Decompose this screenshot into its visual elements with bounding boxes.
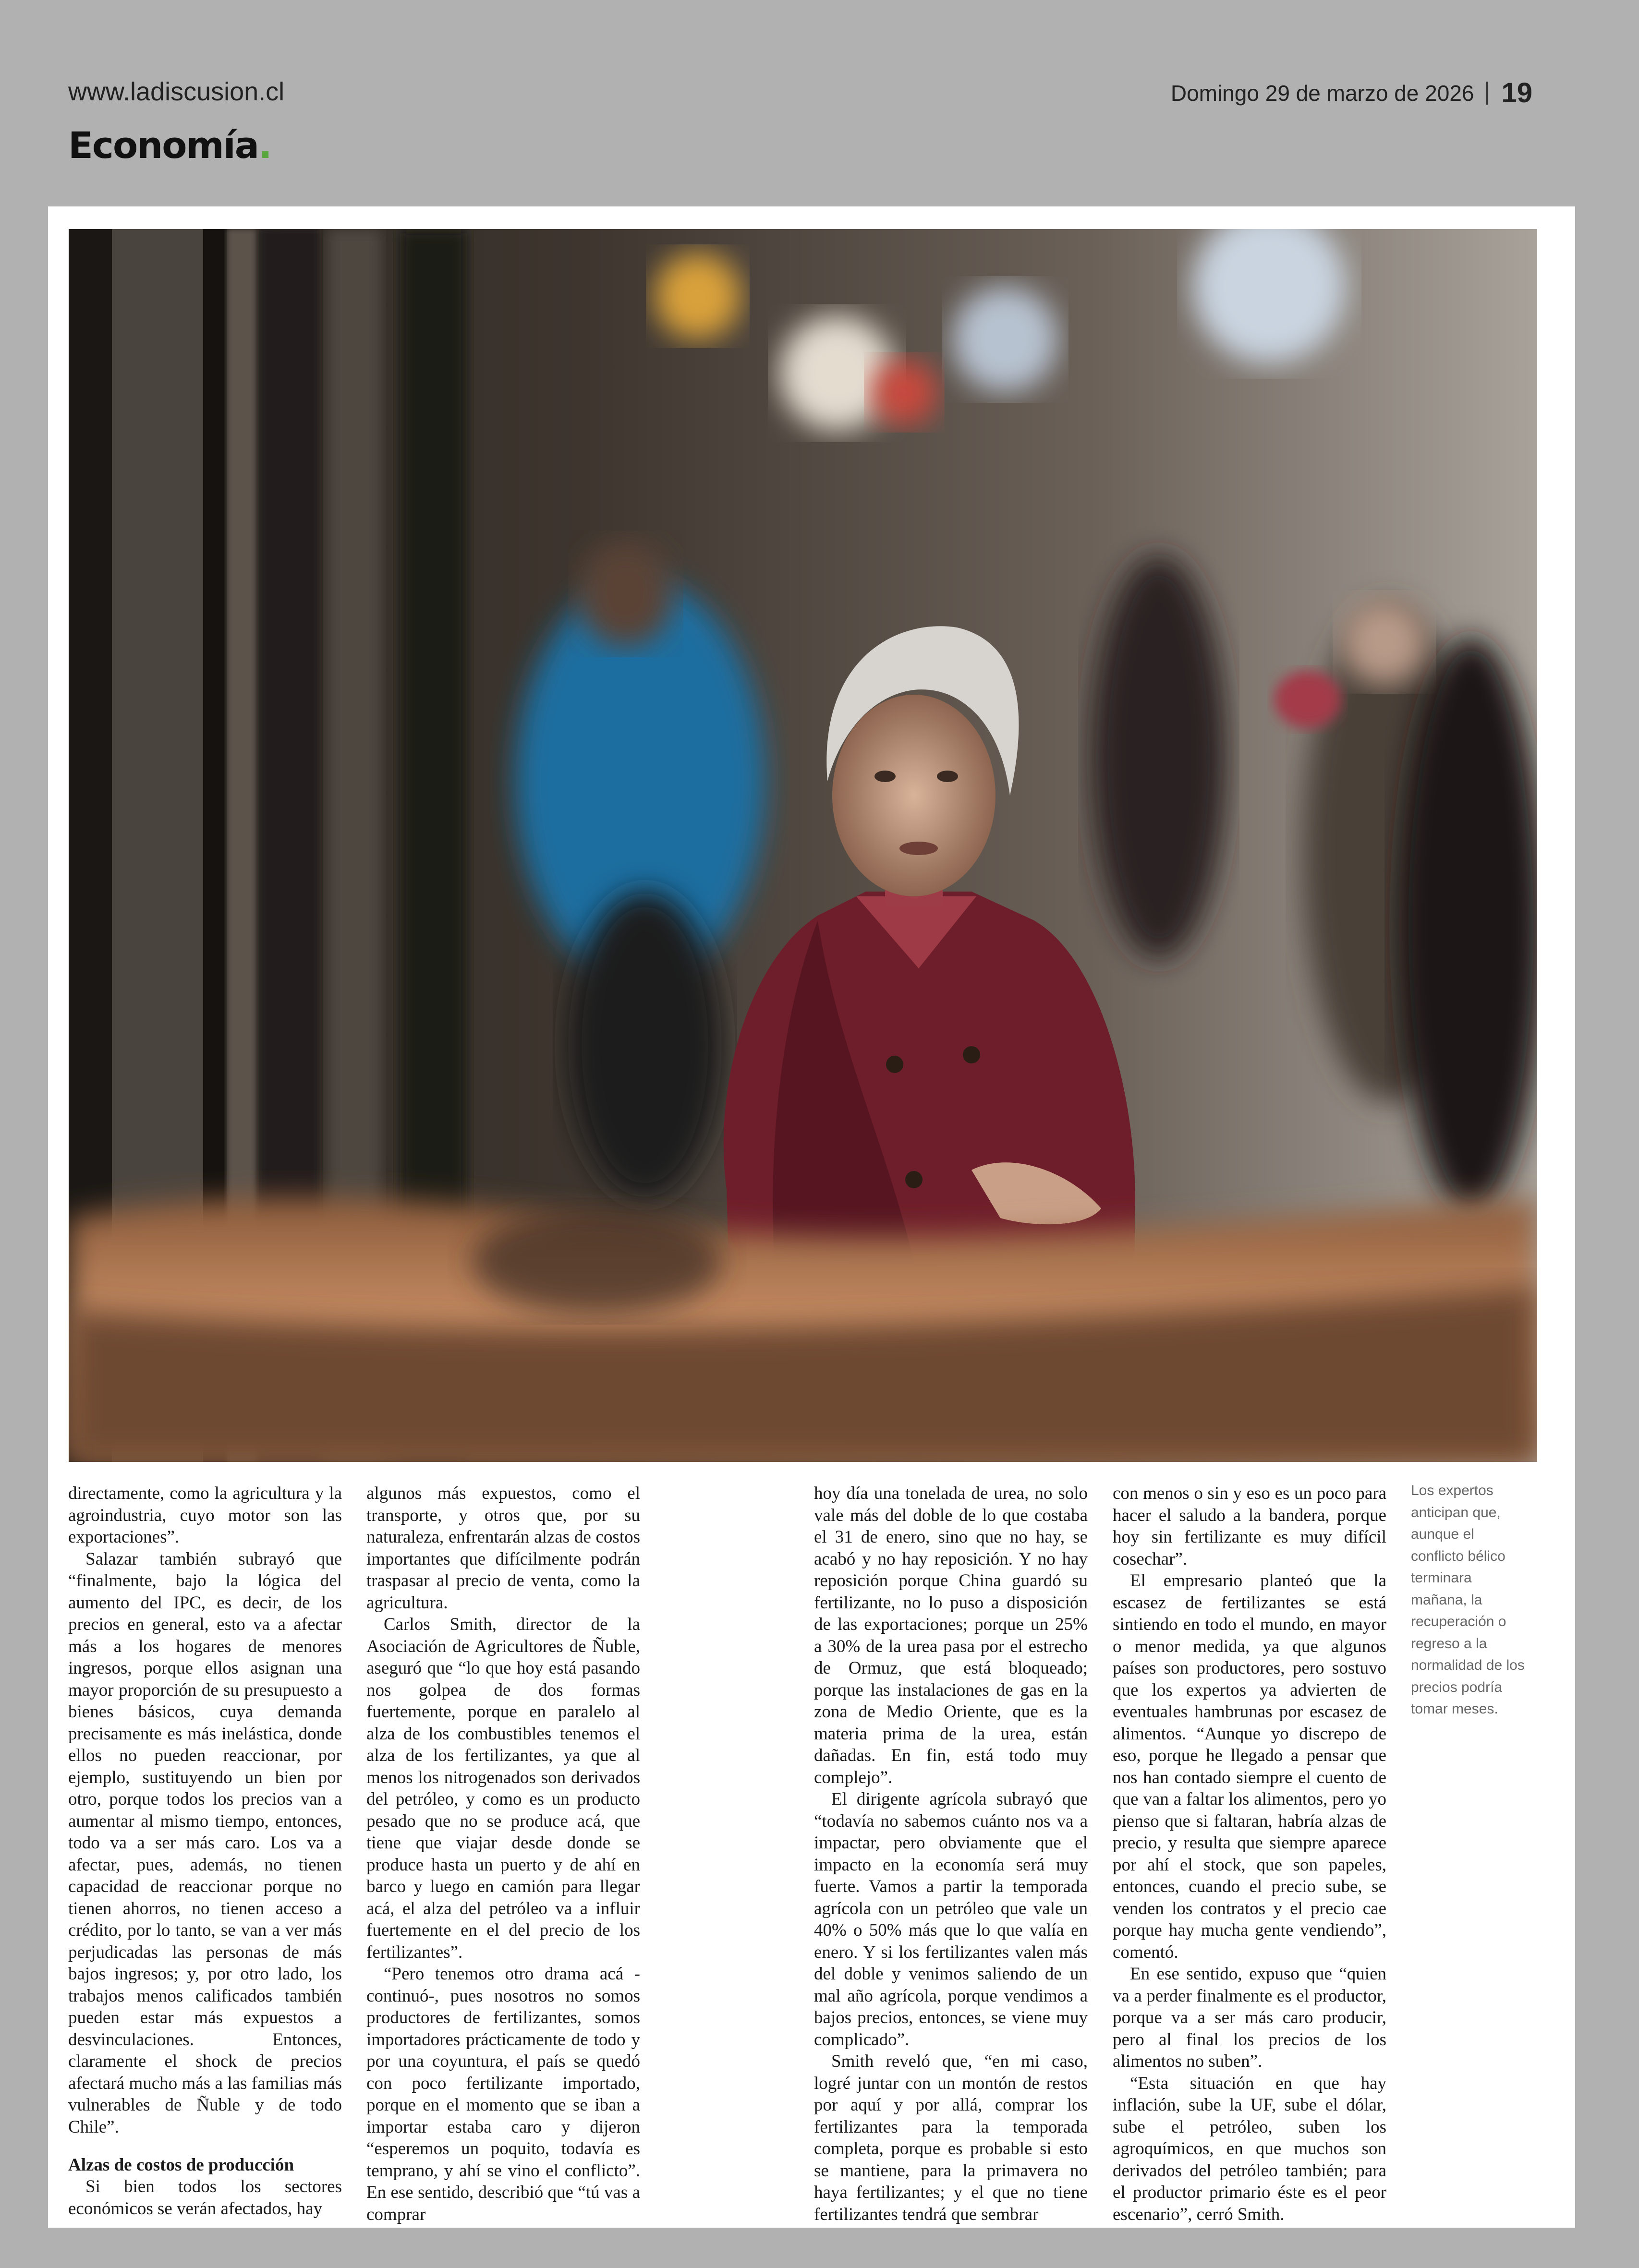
publication-date: Domingo 29 de marzo de 2026 xyxy=(1170,80,1474,106)
paragraph: directamente, como la agricultura y la agroindustria, cuyo motor son las exportaciones”. xyxy=(68,1484,342,1547)
section-dot: . xyxy=(258,124,271,167)
divider xyxy=(1486,82,1488,105)
paragraph: “Pero tenemos otro drama acá -continuó-, pues nosotros no somos productores de fertilizantes, somos importadores prácticamente de todo y por una coyuntura, el país se quedó con poco fertilizante importado, porque en el momento que se iban a importar estaba caro y dijeron “esperemos un poquito, todavía es temprano, y ahí se vino el conflicto”. En ese sentido, describió que “tú vas a comprar xyxy=(366,1964,640,2224)
date-pagination xyxy=(1171,77,1532,109)
paragraph: Carlos Smith, director de la Asociación de Agricultores de Ñuble, aseguró que “lo que hoy está pasando nos golpea de dos formas fuertemente, porque en paralelo al alza de los combustibles tenemos el alza de los fertilizantes, ya que al menos los nitrogenados son derivados del petróleo, y como es un producto pesado que no se produce acá, que tiene que viajar desde donde se produce hasta un puerto y de ahí en barco y luego en camión para llegar acá, el alza del petróleo va a influir fuertemente en el del precio de los fertilizantes”. xyxy=(366,1615,640,1962)
paragraph: algunos más expuestos, como el transporte, y otros que, por su naturaleza, enfrentarán alzas de costos importantes que difícilmente podrán traspasar al precio de venta, como la agricultura. xyxy=(366,1484,640,1613)
article-column-4 xyxy=(1113,1483,1386,2225)
photo-illustration xyxy=(69,229,1537,1462)
section-label: Economía xyxy=(68,124,259,167)
page-number: 19 xyxy=(1501,77,1532,109)
site-url[interactable]: www.ladiscusion.cl xyxy=(68,77,285,106)
paragraph: hoy día una tonelada de urea, no solo vale más del doble de lo que costaba el 31 de enero, sino que no hay, se acabó y no hay reposición. Y no hay reposición porque China guardó su fertilizante, no lo puso a disposición de las exportaciones; porque un 25% a 30% de la urea pasa por el estrecho de Ormuz, que está bloqueado; porque las instalaciones de gas en la zona de Medio Oriente, que es la materia prima de la urea, están dañadas. En fin, está todo muy complejo”. xyxy=(814,1484,1088,1787)
article-card xyxy=(48,206,1575,2228)
subheading: Alzas de costos de producción xyxy=(68,2155,294,2175)
paragraph: Smith reveló que, “en mi caso, logré juntar con un montón de restos por aquí y por allá, comprar los fertilizantes para la temporada completa, porque es probable si esto se mantiene, para la primavera no haya fertilizantes; y el que no tiene fertilizantes tendrá que sembrar xyxy=(814,2051,1088,2224)
article-column-2 xyxy=(366,1483,640,2225)
photo-caption: Los expertos anticipan que, aunque el conflicto bélico terminara mañana, la recuperación o regreso a la normalidad de los precios podría tomar meses. xyxy=(1411,1483,1525,1717)
paragraph: “Esta situación en que hay inflación, sube la UF, sube el dólar, sube el petróleo, suben los agroquímicos, en que muchos son derivados del petróleo también; para el productor primario éste es el peor escenario”, cerró Smith. xyxy=(1113,2073,1386,2224)
article-photo xyxy=(69,229,1537,1462)
paragraph: En ese sentido, expuso que “quien va a perder finalmente es el productor, porque va a ser más caro producir, pero al final los precios de los alimentos no suben”. xyxy=(1113,1964,1386,2071)
article-column-1 xyxy=(68,1483,342,2220)
paragraph: El dirigente agrícola subrayó que “todavía no sabemos cuánto nos va a impactar, pero obviamente que el impacto en la economía será muy fuerte. Vamos a partir la temporada agrícola con un petróleo que vale un 40% o 50% más que lo que valía en enero. Y si los fertilizantes valen más del doble y venimos saliendo de un mal año agrícola, porque vendimos a bajos precios, entonces, se viene muy complicado”. xyxy=(814,1789,1088,2050)
paragraph: con menos o sin y eso es un poco para hacer el saludo a la bandera, porque hoy sin fertilizante es muy difícil cosechar”. xyxy=(1113,1484,1386,1569)
paragraph: Si bien todos los sectores económicos se verán afectados, hay xyxy=(68,2177,342,2219)
section-title xyxy=(68,124,271,167)
paragraph: Salazar también subrayó que “finalmente, bajo la lógica del aumento del IPC, es decir, de los precios en general, esto va a afectar más a los hogares de menores ingresos, porque ellos asignan una mayor proporción de su presupuesto a bienes básicos, cuya demanda precisamente es más inelástica, donde ellos no pueden reaccionar, por ejemplo, sustituyendo un bien por otro, porque todos los precios van a aumentar al mismo tiempo, entonces, todo va a ser más caro. Los va a afectar, pues, además, no tienen capacidad de reaccionar porque no tienen ahorros, no tienen acceso a crédito, por lo tanto, se van a ver más perjudicadas las personas de más bajos ingresos; y, por otro lado, los trabajos menos calificados también pueden estar más expuestos a desvinculaciones. Entonces, claramente el shock de precios afectará mucho más a las familias más vulnerables de Ñuble y de todo Chile”. xyxy=(68,1549,342,2137)
paragraph: El empresario planteó que la escasez de fertilizantes se está sintiendo en todo el mundo, en mayor o menor medida, ya que algunos países son productores, pero sostuvo que los expertos ya advierten de eventuales hambrunas por escasez de alimentos. “Aunque yo discrepo de eso, porque he llegado a pensar que nos han contado siempre el cuento de que van a faltar los alimentos, pero yo pienso que si faltaran, habría alzas de precio, y resulta que siempre aparece por ahí el stock, que son papeles, entonces, cuando el precio sube, se venden los contratos y el precio cae porque hay mucha gente vendiendo”, comentó. xyxy=(1113,1571,1386,1962)
article-column-3 xyxy=(814,1483,1088,2225)
